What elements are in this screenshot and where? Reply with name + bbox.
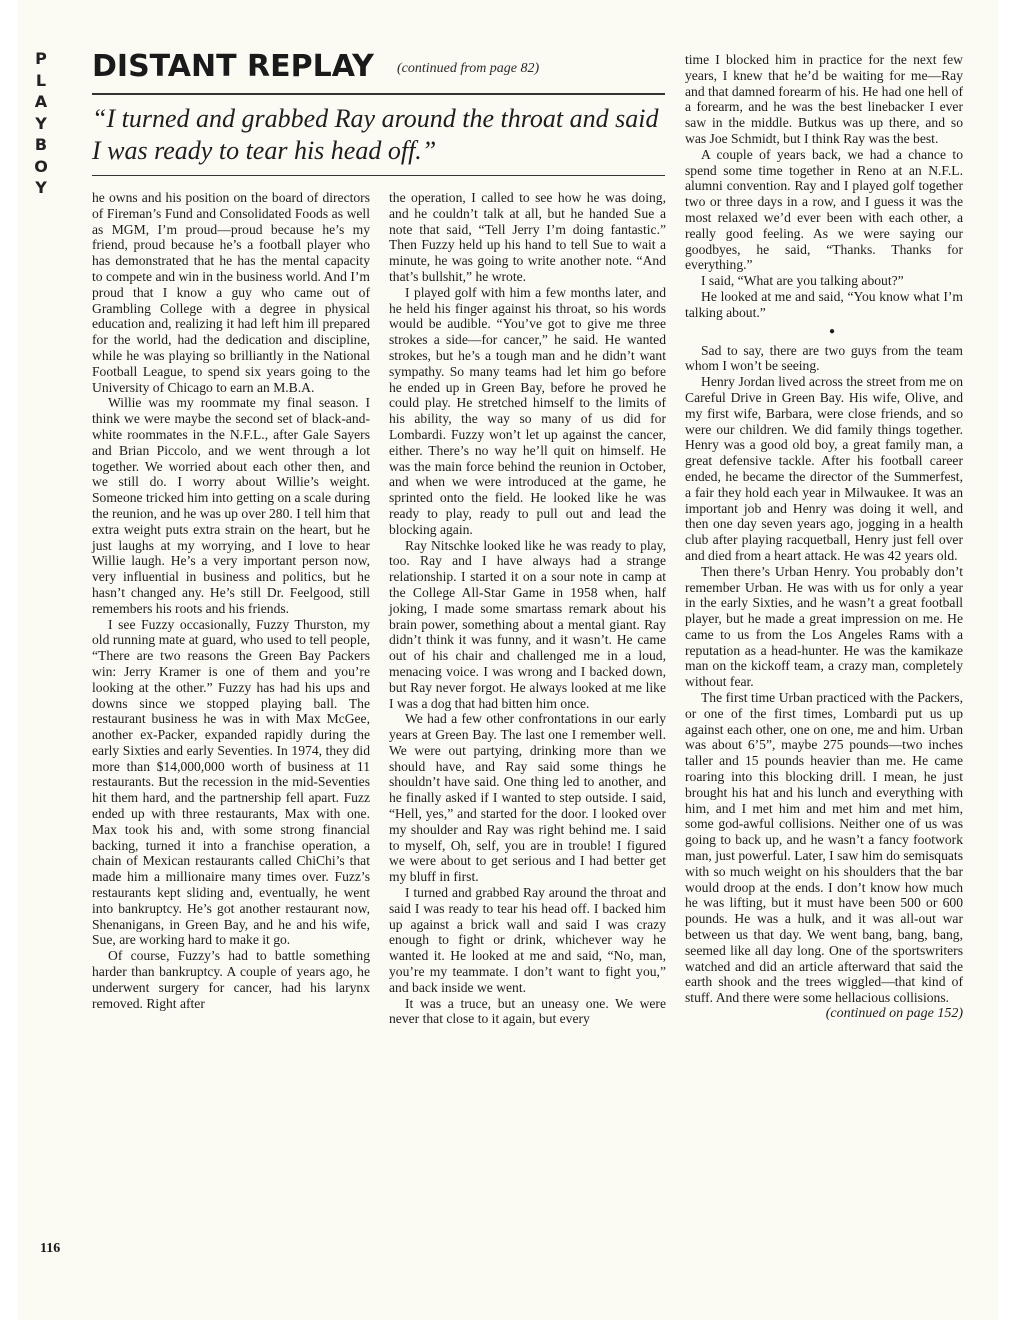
section-break-bullet: ● [828, 325, 836, 337]
paragraph: he owns and his position on the board of directors of Fireman’s Fund and Consolidated Foods as well as MGM, I’m proud—proud because he’s my friend, proud because he’s a football player who has demonstrated that he has the mental capacity to compete and win in the business world. And I’m proud that I know a guy who came out of Grambling College with a degree in physical education and, realizing it had left him ill prepared for the world, had the dedication and discipline, while he was playing so brilliantly in the National Football League, to spend six years going to the University of Chicago to earn an M.B.A. [92, 190, 370, 395]
paragraph: Willie was my roommate my final season. I think we were maybe the second set of black-and-white roommates in the N.F.L., after Gale Sayers and Brian Piccolo, and we went through a lot together. We worried about each other then, and we still do. I worry about Willie’s weight. Someone tricked him into getting on a scale during the reunion, and he was up over 280. I tell him that extra weight puts extra strain on the heart, but he just laughs at my worrying, and I love to hear Willie laugh. He’s a very important person now, very influential in business and politics, but he hasn’t changed any. He’s still Dr. Feelgood, still remembers his roots and his friends. [92, 395, 370, 616]
paragraph: It was a truce, but an uneasy one. We were never that close to it again, but every [389, 995, 666, 1027]
paragraph: Of course, Fuzzy’s had to battle something harder than bankruptcy. A couple of years ago, he underwent surgery for cancer, had his larynx removed. Right after [92, 948, 370, 1011]
continued-on-note: (continued on page 152) [825, 1006, 963, 1022]
continued-from-note: (continued from page 82) [397, 61, 540, 76]
paragraph: the operation, I called to see how he was doing, and he couldn’t talk at all, but he handed Sue a note that said, “Tell Jerry I’m doing fantastic.” Then Fuzzy held up his hand to tell Sue to wait a minute, he was going to write another note. “And that’s bullshit,” he wrote. [389, 190, 666, 284]
paragraph: I said, “What are you talking about?” [701, 273, 904, 289]
text-column-1 [92, 190, 370, 1011]
paragraph: Sad to say, there are two guys from the team whom I won’t be seeing. [685, 342, 963, 374]
paragraph: Ray Nitschke looked like he was ready to play, too. Ray and I have always had a strange relationship. I started it on a sour note in camp at the College All-Star Game in 1958 when, half joking, I made some smartass remark about his brain power, something about a mental giant. Ray didn’t think it was funny, and it wasn’t. He came out of his chair and challenged me in a loud, menacing voice. I was wrong and I backed down, but Ray never forgot. He always looked at me like I was a dog that had bitten him once. [389, 537, 666, 711]
page-number: 116 [40, 1241, 61, 1256]
pull-quote: “I turned and grabbed Ray around the throat and said I was ready to tear his head off.” [92, 104, 659, 165]
bottom-rule-divider [92, 175, 665, 176]
paragraph: I see Fuzzy occasionally, Fuzzy Thurston, my old running mate at guard, who used to tell people, “There are two reasons the Green Bay Packers win: Jerry Kramer is one of them and you’re looking at the other.” Fuzzy has had his ups and downs since we stopped playing ball. The restaurant business he was in with Max McGee, another ex-Packer, expanded rapidly during the early Sixties and early Seventies. In 1974, they did more than $14,000,000 worth of business at 11 restaurants. But the recession in the mid-Seventies hit them hard, and the partnership fell apart. Fuzz ended up with three restaurants, Max with one. Max took his and, with some strong financial backing, turned it into a franchise operation, a chain of Mexican restaurants called ChiChi’s that made him a millionaire many times over. Fuzz’s restaurants kept sliding and, eventually, he went into bankruptcy. He’s got another restaurant now, Shenanigans, in Green Bay, and he and his wife, Sue, are working hard to make it go. [92, 616, 370, 948]
paragraph: I played golf with him a few months later, and he held his finger against his throat, so his words would be audible. “You’ve got to give me three strokes a side—for cancer,” he said. He wanted strokes, but he’s a tough man and he didn’t want sympathy. So many teams had let him go before he ended up in Green Bay, before he proved he could play. He stretched himself to the limits of his ability, the way so many of us did for Lombardi. Fuzzy won’t let up against the cancer, either. There’s no way he’ll quit on himself. He was the main force behind the reunion in October, and when we were introduced at the game, he sprinted onto the field. He looked like he was ready to play, ready to pull out and lead the blocking again. [389, 284, 666, 537]
paragraph: I turned and grabbed Ray around the throat and said I was ready to tear his head off. I backed him up against a brick wall and said I was crazy enough to fight or drink, whichever way he wanted it. He looked at me and said, “No, man, you’re my teammate. I don’t want to fight you,” and back inside we went. [389, 885, 666, 995]
paragraph: We had a few other confrontations in our early years at Green Bay. The last one I remember well. We were out partying, drinking more than we should have, and Ray said some things he shouldn’t have said. One thing led to another, and he finally asked if I wanted to step outside. I said, “Hell, yes,” and started for the door. I looked over my shoulder and Ray was right behind me. I said to myself, Oh, self, you are in trouble! I figured we were about to get serious and I had better get my bluff in first. [389, 711, 666, 885]
text-column-3 [685, 52, 963, 1022]
paragraph: Henry Jordan lived across the street from me on Careful Drive in Green Bay. His wife, Olive, and my first wife, Barbara, were close friends, and so were our children. We did family things together. Henry was a good old boy, a great family man, a great defensive tackle. After his football career ended, he became the director of the Summerfest, a fair they hold each year in Milwaukee. It was an important job and Henry was doing it well, and then one day seven years ago, jogging in a health club after playing racquetball, Henry just fell over and died from a heart attack. He was 42 years old. [685, 374, 963, 563]
paragraph: He looked at me and said, “You know what I’m talking about.” [685, 288, 963, 320]
paragraph: A couple of years back, we had a chance to spend some time together in Reno at an N.F.L. alumni convention. Ray and I played golf together two or three days in a row, and I guess it was the most relaxed we’d ever been with each other, a really good feeling. As we were saying our goodbyes, he said, “Thanks. Thanks for everything.” [685, 146, 963, 273]
text-column-2 [389, 190, 666, 1027]
paragraph: Then there’s Urban Henry. You probably don’t remember Urban. He was with us for only a year in the early Sixties, and he wasn’t a great football player, but he made a great impression on me. He came to us from the Los Angeles Rams with a reputation as a head-hunter. He was the kamikaze man on the kickoff team, a crazy man, completely without fear. [685, 563, 963, 690]
article-headline: DISTANT REPLAY [92, 49, 374, 84]
paragraph: The first time Urban practiced with the Packers, or one of the first times, Lombardi put us up against each other, one on one, me and him. Urban was about 6’5”, maybe 275 pounds—two inches taller and 15 pounds heavier than me. He came roaring into this blocking drill. I mean, he just brought his hat and his lunch and everything with him, and I met him and met him and met him, some god-awful collisions. Neither one of us was going to back up, and he wasn’t a fancy footwork man, just powerful. Later, I saw him do semisquats with so much weight on his shoulders that the bar would droop at the ends. I don’t know how much he was lifting, but it must have been 500 or 600 pounds. He was a hulk, and it was all-out war between us that day. We went bang, bang, bang, seemed like all day long. One of the sportswriters watched and did an article afterward that said the earth shook and the trees wiggled—that kind of stuff. And there were some hellacious collisions. [685, 690, 963, 1006]
paragraph: time I blocked him in practice for the next few years, I knew that he’d be waiting for me—Ray and that damned forearm of his. He had one hell of a forearm, and he was the best linebacker I ever saw in the middle. Butkus was up there, and so was Joe Schmidt, but I think Ray was the best. [685, 52, 963, 146]
playboy-vertical-masthead: P L A Y B O Y [34, 49, 48, 197]
top-rule-divider [92, 93, 665, 95]
